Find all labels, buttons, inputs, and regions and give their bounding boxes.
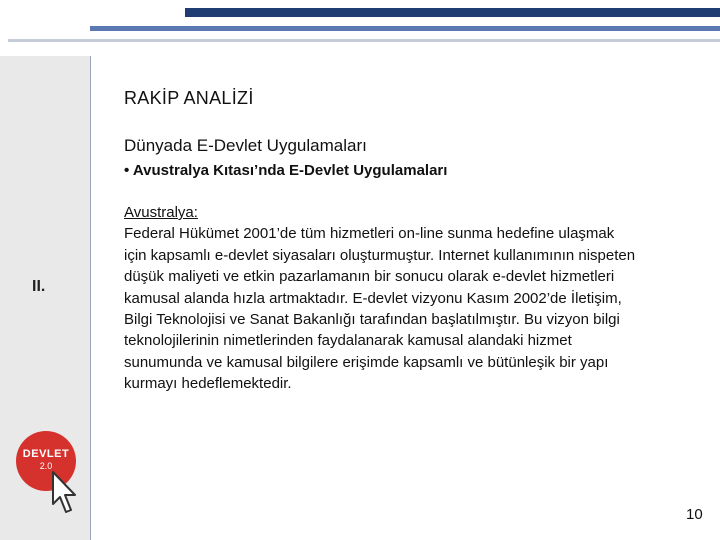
- top-decorative-bar-grey: [8, 39, 720, 42]
- bullet-point: • Avustralya Kıtası’nda E-Devlet Uygulamaları: [124, 162, 448, 179]
- slide-subtitle: Dünyada E-Devlet Uygulamaları: [124, 136, 367, 155]
- body-content: [124, 202, 639, 395]
- top-decorative-bar-light: [90, 26, 720, 31]
- mouse-cursor-icon: [50, 470, 78, 516]
- page-number: 10: [686, 506, 703, 523]
- body-heading: Avustralya:: [124, 204, 198, 221]
- sidebar-divider: [90, 56, 91, 540]
- body-paragraph: Federal Hükümet 2001’de tüm hizmetleri on-line sunma hedefine ulaşmak için kapsamlı e-devlet siyasaları oluşturmuştur. Internet kullanımının nispeten düşük maliyeti ve etkin pazarlamanın bir sonucu olarak e-devlet hizmetleri kamusal alanda hızla artmaktadır. E-devlet vizyonu Kasım 2002’de İletişim, Bilgi Teknolojisi ve Sanat Bakanlığı tarafından başlatılmıştır. Bu vizyon bilgi teknolojilerinin nimetlerinden faydalanarak kamusal alandaki hizmet sunumunda ve kamusal bilgilere erişimde kapsamlı ve bütünleşik bir yapı kurmayı hedeflemektedir.: [124, 225, 636, 393]
- logo-text: DEVLET: [22, 448, 70, 460]
- section-number: II.: [32, 278, 46, 295]
- top-decorative-bar-dark: [185, 8, 720, 17]
- slide-title: RAKİP ANALİZİ: [124, 88, 254, 108]
- logo-version: 2.0: [39, 461, 53, 471]
